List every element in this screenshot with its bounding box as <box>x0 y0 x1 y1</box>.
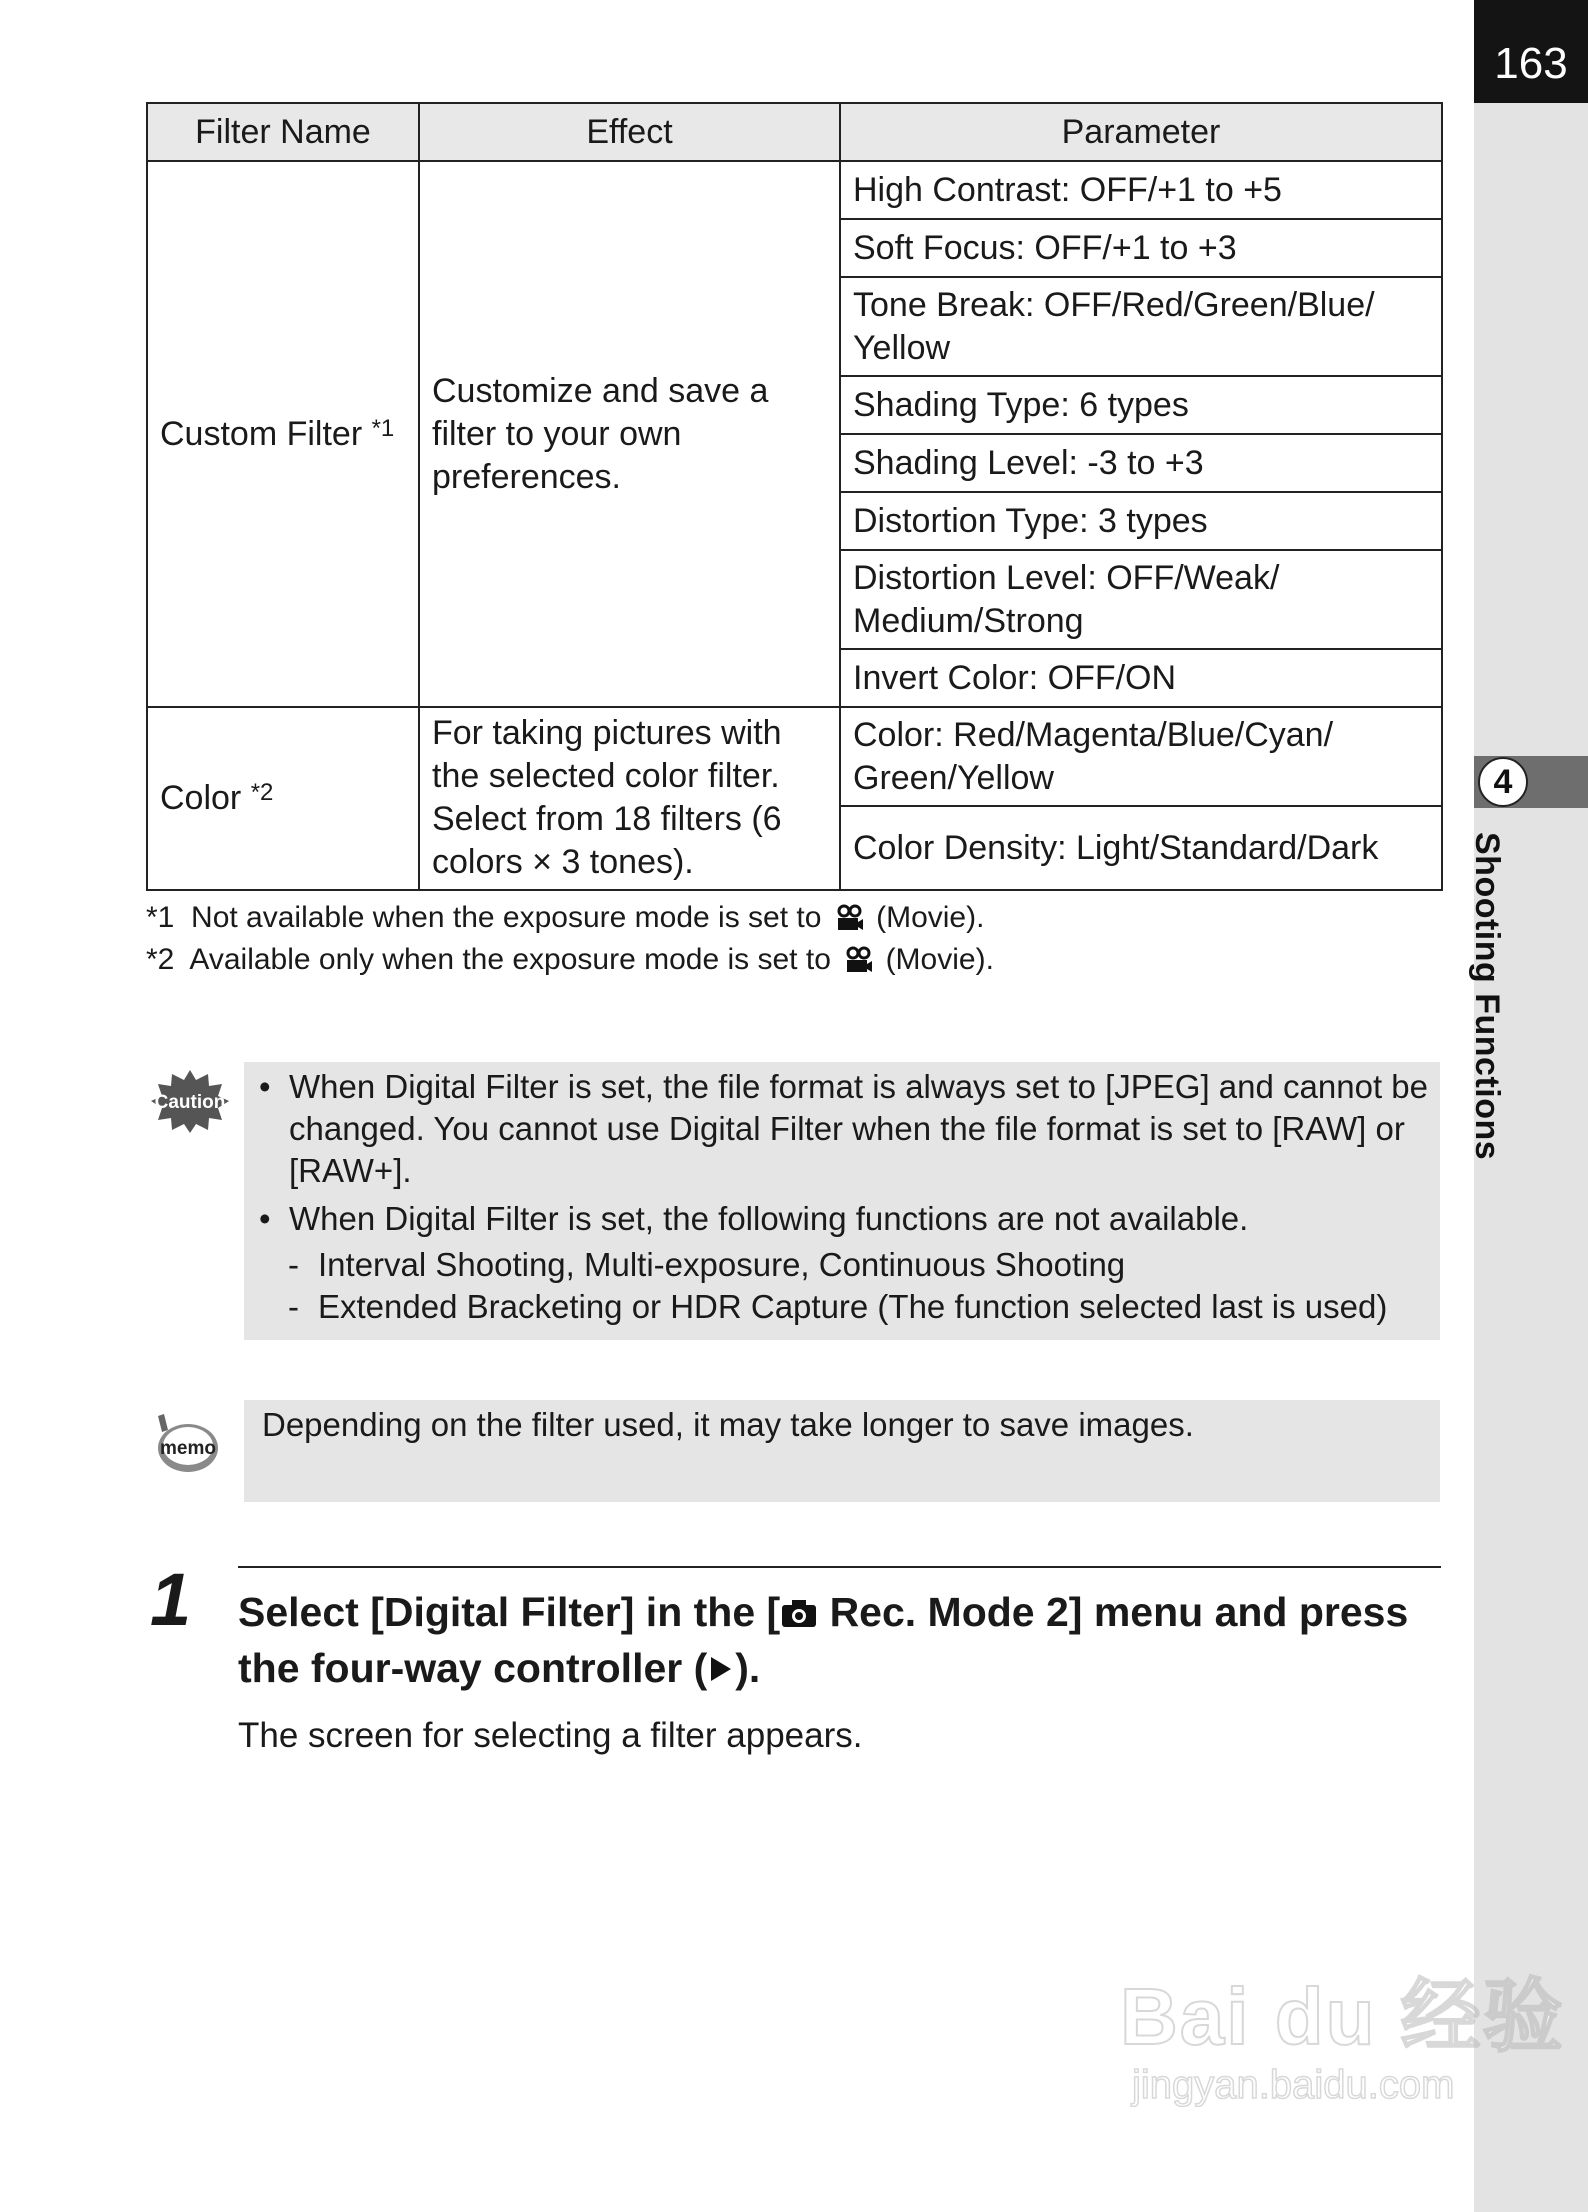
table-row <box>147 707 1442 806</box>
footnote-mark: *1 <box>146 901 175 934</box>
param-cell: High Contrast: OFF/+1 to +5 <box>840 161 1442 219</box>
color-filter-effect: For taking pictures with the selected color filter. Select from 18 filters (6 colors × 3 tones). <box>419 707 840 890</box>
footnote-text-end: (Movie). <box>876 901 985 934</box>
param-cell: Invert Color: OFF/ON <box>840 649 1442 707</box>
watermark <box>1120 1972 1565 2108</box>
movie-mode-icon <box>834 904 864 934</box>
chapter-title: Shooting Functions <box>1468 832 1506 1161</box>
right-arrow-icon <box>707 1654 735 1684</box>
step-heading-part: ). <box>735 1645 761 1691</box>
header-filter-name: Filter Name <box>147 103 419 161</box>
movie-mode-icon <box>843 946 873 976</box>
filter-name: Custom Filter <box>160 414 363 453</box>
custom-filter-name-cell <box>147 161 419 707</box>
param-cell: Tone Break: OFF/Red/Green/Blue/ Yellow <box>840 277 1442 376</box>
custom-filter-effect: Customize and save a filter to your own preferences. <box>419 161 840 707</box>
watermark-url: jingyan.baidu.com <box>1132 2063 1455 2107</box>
memo-icon <box>150 1410 222 1474</box>
caution-subitem-text: Interval Shooting, Multi-exposure, Continuous Shooting <box>318 1246 1126 1283</box>
memo-text: Depending on the filter used, it may take longer to save images. <box>262 1406 1194 1443</box>
footnote-mark: *2 <box>146 943 175 976</box>
caution-icon-label: Caution <box>154 1092 226 1113</box>
footnote-text-end: (Movie). <box>885 943 994 976</box>
step-heading-part: Select [Digital Filter] in the [ <box>238 1589 781 1635</box>
step-heading-part: Rec. Mode 2] menu and press the four-way controller ( <box>238 1589 1409 1691</box>
param-cell: Distortion Type: 3 types <box>840 492 1442 550</box>
param-cell: Soft Focus: OFF/+1 to +3 <box>840 219 1442 277</box>
caution-bullet-text: When Digital Filter is set, the file format is always set to [JPEG] and cannot be changed. You cannot use Digital Filter when the file format is set to [RAW] or [RAW+]. <box>289 1068 1428 1189</box>
page-number: 163 <box>1494 39 1568 88</box>
color-filter-name-cell <box>147 707 419 890</box>
caution-bullet: • When Digital Filter is set, the file format is always set to [JPEG] and cannot be changed. You cannot use Digital Filter when the file format is set to [RAW] or [RAW+]. <box>259 1068 1428 1189</box>
footnote-ref: *2 <box>250 779 274 806</box>
param-cell: Color: Red/Magenta/Blue/Cyan/ Green/Yellow <box>840 707 1442 806</box>
footnote-text: Available only when the exposure mode is set to <box>189 943 831 976</box>
step-heading <box>238 1584 1438 1696</box>
watermark-logo: Bai du 经验 <box>1120 1972 1565 2061</box>
footnote-text: Not available when the exposure mode is set to <box>191 901 822 934</box>
filter-table <box>146 102 1443 891</box>
camera-icon <box>780 1597 818 1629</box>
step-rule <box>238 1566 1441 1568</box>
caution-bullet-text: When Digital Filter is set, the following functions are not available. <box>289 1200 1249 1237</box>
param-cell: Shading Type: 6 types <box>840 376 1442 434</box>
header-effect: Effect <box>419 103 840 161</box>
filter-name: Color <box>160 779 242 817</box>
footnote-2 <box>146 940 994 980</box>
caution-subitem-text: Extended Bracketing or HDR Capture (The function selected last is used) <box>318 1288 1388 1325</box>
table-header-row <box>147 103 1442 161</box>
caution-subitem: - Extended Bracketing or HDR Capture (The function selected last is used) <box>288 1288 1388 1325</box>
chapter-number: 4 <box>1478 757 1528 807</box>
header-parameter: Parameter <box>840 103 1442 161</box>
step-body: The screen for selecting a filter appears. <box>238 1716 863 1755</box>
param-cell: Shading Level: -3 to +3 <box>840 434 1442 492</box>
caution-icon <box>150 1068 230 1134</box>
step-number: 1 <box>150 1558 192 1641</box>
memo-icon-label: memo <box>160 1438 216 1459</box>
table-row <box>147 161 1442 219</box>
footnote-1 <box>146 898 984 938</box>
param-cell: Color Density: Light/Standard/Dark <box>840 806 1442 890</box>
param-cell: Distortion Level: OFF/Weak/ Medium/Strong <box>840 550 1442 649</box>
footnote-ref: *1 <box>371 414 395 442</box>
caution-bullet: • When Digital Filter is set, the following functions are not available. <box>259 1200 1249 1237</box>
caution-subitem: - Interval Shooting, Multi-exposure, Continuous Shooting <box>288 1246 1126 1283</box>
